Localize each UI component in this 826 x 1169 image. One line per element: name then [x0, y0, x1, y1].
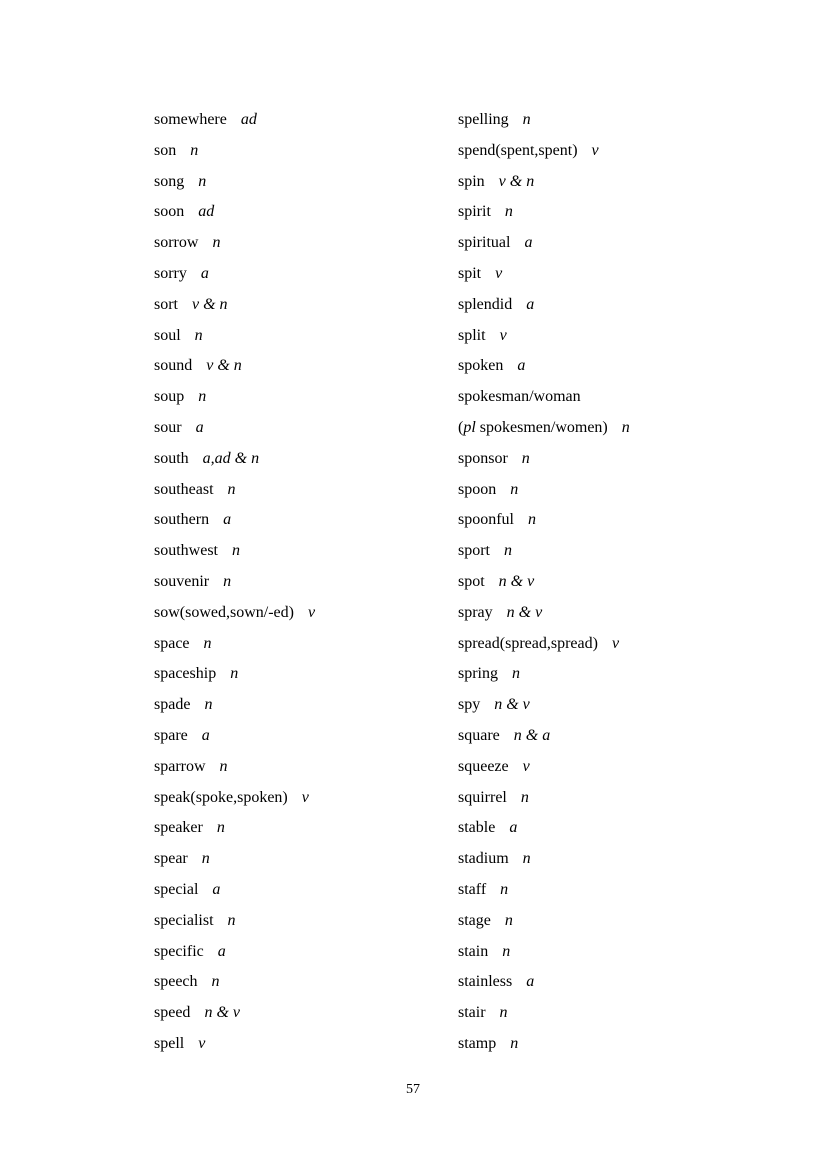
- word-text: stainless: [458, 973, 513, 991]
- word-text: southwest: [154, 542, 218, 560]
- list-item: [458, 197, 630, 228]
- word-list-column-right: [458, 105, 630, 1060]
- word-text: sow(sowed,sown/-ed): [154, 603, 294, 621]
- word-text: soon: [154, 203, 185, 221]
- word-text: sorrow: [154, 234, 199, 252]
- list-item: [154, 475, 315, 506]
- pos-tag: n: [510, 480, 519, 498]
- list-item: [458, 567, 630, 598]
- word-text: speaker: [154, 819, 203, 837]
- list-item: [154, 752, 315, 783]
- list-item: [458, 783, 630, 814]
- word-text: spy: [458, 696, 481, 714]
- word-text: speech: [154, 973, 198, 991]
- word-text: southern: [154, 511, 210, 529]
- pos-tag: n: [504, 911, 513, 929]
- list-item: [458, 413, 630, 444]
- pos-tag: n & a: [513, 726, 551, 744]
- list-item: [154, 783, 315, 814]
- pos-tag: ad: [240, 111, 257, 128]
- page-number: 57: [406, 1082, 420, 1097]
- word-text: sport: [458, 542, 490, 560]
- list-item: [154, 659, 315, 690]
- list-item: [154, 536, 315, 567]
- pos-tag: n: [520, 788, 529, 806]
- pos-tag: n: [500, 880, 509, 898]
- list-item: [154, 382, 315, 413]
- word-text: square: [458, 726, 500, 744]
- word-list-column-left: [154, 105, 315, 1060]
- list-item: [458, 1029, 630, 1060]
- pos-tag: n & v: [204, 1004, 240, 1022]
- list-item: [458, 351, 630, 382]
- word-text: stamp: [458, 1034, 497, 1052]
- list-item: [458, 321, 630, 352]
- list-item: [154, 567, 315, 598]
- word-text: sparrow: [154, 757, 206, 775]
- list-item: [458, 505, 630, 536]
- pos-tag: a,ad & n: [202, 449, 260, 467]
- pos-tag: n: [502, 942, 511, 960]
- list-item: [458, 659, 630, 690]
- list-item: [458, 875, 630, 906]
- word-text: spit: [458, 264, 482, 282]
- list-item: [154, 967, 315, 998]
- word-text: stair: [458, 1004, 486, 1022]
- word-text: spin: [458, 172, 485, 190]
- pos-tag: n: [522, 850, 531, 868]
- pos-tag: v: [301, 788, 309, 806]
- list-item: [154, 937, 315, 968]
- pos-tag: a: [509, 819, 518, 837]
- list-item: [154, 290, 315, 321]
- word-text: special: [154, 880, 199, 898]
- word-text: spell: [154, 1034, 185, 1052]
- pos-tag: v: [198, 1034, 206, 1052]
- pos-tag: n & v: [506, 603, 543, 621]
- word-text: south: [154, 449, 189, 467]
- list-item: [458, 844, 630, 875]
- list-item: [458, 444, 630, 475]
- pos-tag: n: [512, 665, 520, 683]
- pos-tag: n: [198, 388, 207, 406]
- list-item: [154, 813, 315, 844]
- list-item: [154, 906, 315, 937]
- word-text: spray: [458, 603, 493, 621]
- pos-tag: n: [621, 418, 630, 436]
- word-text: spear: [154, 850, 188, 868]
- list-item: [154, 998, 315, 1029]
- word-text: spaceship: [154, 665, 217, 683]
- list-item: [458, 998, 630, 1029]
- pos-tag: n: [219, 757, 228, 775]
- pos-tag: n: [198, 172, 207, 190]
- pos-tag: ad: [198, 203, 215, 221]
- word-text: soup: [154, 388, 185, 406]
- list-item: [154, 875, 315, 906]
- pos-tag: n: [211, 973, 220, 991]
- word-text: southeast: [154, 480, 214, 498]
- list-item: [458, 259, 630, 290]
- word-text: squirrel: [458, 788, 507, 806]
- word-text: spokesman/woman: [458, 388, 581, 406]
- word-text: spirit: [458, 203, 491, 221]
- pos-tag: n: [499, 1004, 508, 1022]
- word-text: sponsor: [458, 449, 508, 467]
- list-item: [154, 259, 315, 290]
- list-item: [458, 167, 630, 198]
- list-item: [154, 351, 315, 382]
- pos-tag: a: [212, 880, 221, 898]
- list-item: [154, 136, 315, 167]
- word-text: spoken: [458, 357, 504, 375]
- word-text: space: [154, 634, 190, 652]
- list-item: [154, 844, 315, 875]
- list-item: [458, 136, 630, 167]
- word-text: spoonful: [458, 511, 514, 529]
- list-item: [154, 444, 315, 475]
- list-item: [154, 197, 315, 228]
- pos-tag: n: [194, 326, 203, 344]
- word-text: spade: [154, 696, 191, 714]
- word-text: spoon: [458, 480, 497, 498]
- list-item: [458, 967, 630, 998]
- pos-tag: a: [223, 511, 232, 529]
- word-text: spring: [458, 665, 498, 683]
- word-text: stain: [458, 942, 489, 960]
- list-item: [458, 721, 630, 752]
- word-text: spelling: [458, 111, 509, 128]
- pos-tag: n: [216, 819, 225, 837]
- word-text: spread(spread,spread): [458, 634, 598, 652]
- pos-tag: n: [504, 542, 512, 560]
- list-item: [154, 629, 315, 660]
- pos-tag: v: [307, 603, 316, 621]
- pos-tag: v: [611, 634, 620, 652]
- pos-tag: n: [510, 1034, 519, 1052]
- pos-tag: v & n: [498, 172, 535, 190]
- list-item: [154, 598, 315, 629]
- list-item: [154, 228, 315, 259]
- word-text: stadium: [458, 850, 509, 868]
- list-item: [458, 937, 630, 968]
- list-item: [458, 105, 630, 136]
- pos-tag: n: [232, 542, 240, 560]
- list-item: [458, 536, 630, 567]
- list-item: [154, 1029, 315, 1060]
- list-item: [458, 906, 630, 937]
- pos-tag: n: [227, 480, 236, 498]
- pos-tag: v: [591, 141, 599, 159]
- pos-tag: a: [195, 418, 204, 436]
- pos-tag: n: [223, 572, 232, 590]
- word-text: split: [458, 326, 486, 344]
- word-text: soul: [154, 326, 181, 344]
- list-item: [458, 228, 630, 259]
- list-item: [458, 690, 630, 721]
- word-text: stable: [458, 819, 496, 837]
- pos-tag: a: [524, 234, 533, 252]
- pos-tag: n: [521, 449, 530, 467]
- word-text: sound: [154, 357, 193, 375]
- word-text: spot: [458, 572, 485, 590]
- list-item: [458, 382, 630, 413]
- pos-tag: a: [526, 973, 535, 991]
- word-text: song: [154, 172, 185, 190]
- pos-tag: a: [200, 264, 209, 282]
- word-text: speed: [154, 1004, 191, 1022]
- list-item: [154, 690, 315, 721]
- pos-tag: v: [522, 757, 530, 775]
- list-item: [458, 629, 630, 660]
- word-text: somewhere: [154, 111, 227, 128]
- pos-tag: n & v: [498, 572, 535, 590]
- pos-tag: n: [204, 696, 213, 714]
- list-item: [458, 290, 630, 321]
- word-text: speak(spoke,spoken): [154, 788, 288, 806]
- pos-tag: n: [212, 234, 221, 252]
- pos-tag: a: [201, 726, 210, 744]
- word-text: staff: [458, 880, 487, 898]
- word-text: sorry: [154, 264, 187, 282]
- pos-tag: n: [522, 111, 531, 128]
- word-text: specialist: [154, 911, 214, 929]
- pos-tag: n: [230, 665, 239, 683]
- pos-tag: a: [217, 942, 226, 960]
- word-text: specific: [154, 942, 204, 960]
- pos-tag: v & n: [192, 295, 228, 313]
- list-item: [154, 721, 315, 752]
- word-text: (pl spokesmen/women): [458, 418, 608, 436]
- pos-tag: v: [499, 326, 507, 344]
- list-item: [458, 752, 630, 783]
- list-item: [154, 321, 315, 352]
- word-text: stage: [458, 911, 491, 929]
- word-text: splendid: [458, 295, 513, 313]
- word-text: spare: [154, 726, 188, 744]
- pos-tag: v & n: [206, 357, 242, 375]
- word-text: squeeze: [458, 757, 509, 775]
- word-text: sour: [154, 418, 182, 436]
- list-item: [154, 105, 315, 136]
- word-text: son: [154, 141, 177, 159]
- list-item: [458, 475, 630, 506]
- pos-tag: v: [495, 264, 503, 282]
- word-text: sort: [154, 295, 178, 313]
- word-text: souvenir: [154, 572, 210, 590]
- pos-tag: n: [528, 511, 536, 529]
- list-item: [154, 167, 315, 198]
- pos-tag: a: [517, 357, 526, 375]
- pos-tag: n: [201, 850, 210, 868]
- pos-tag: n: [190, 141, 199, 159]
- pos-tag: n: [227, 911, 236, 929]
- pos-tag: n & v: [494, 696, 530, 714]
- list-item: [154, 413, 315, 444]
- pos-tag: n: [504, 203, 513, 221]
- list-item: [458, 598, 630, 629]
- word-text: spiritual: [458, 234, 511, 252]
- word-text: spend(spent,spent): [458, 141, 578, 159]
- list-item: [458, 813, 630, 844]
- pos-tag: a: [526, 295, 535, 313]
- pos-tag: n: [203, 634, 212, 652]
- list-item: [154, 505, 315, 536]
